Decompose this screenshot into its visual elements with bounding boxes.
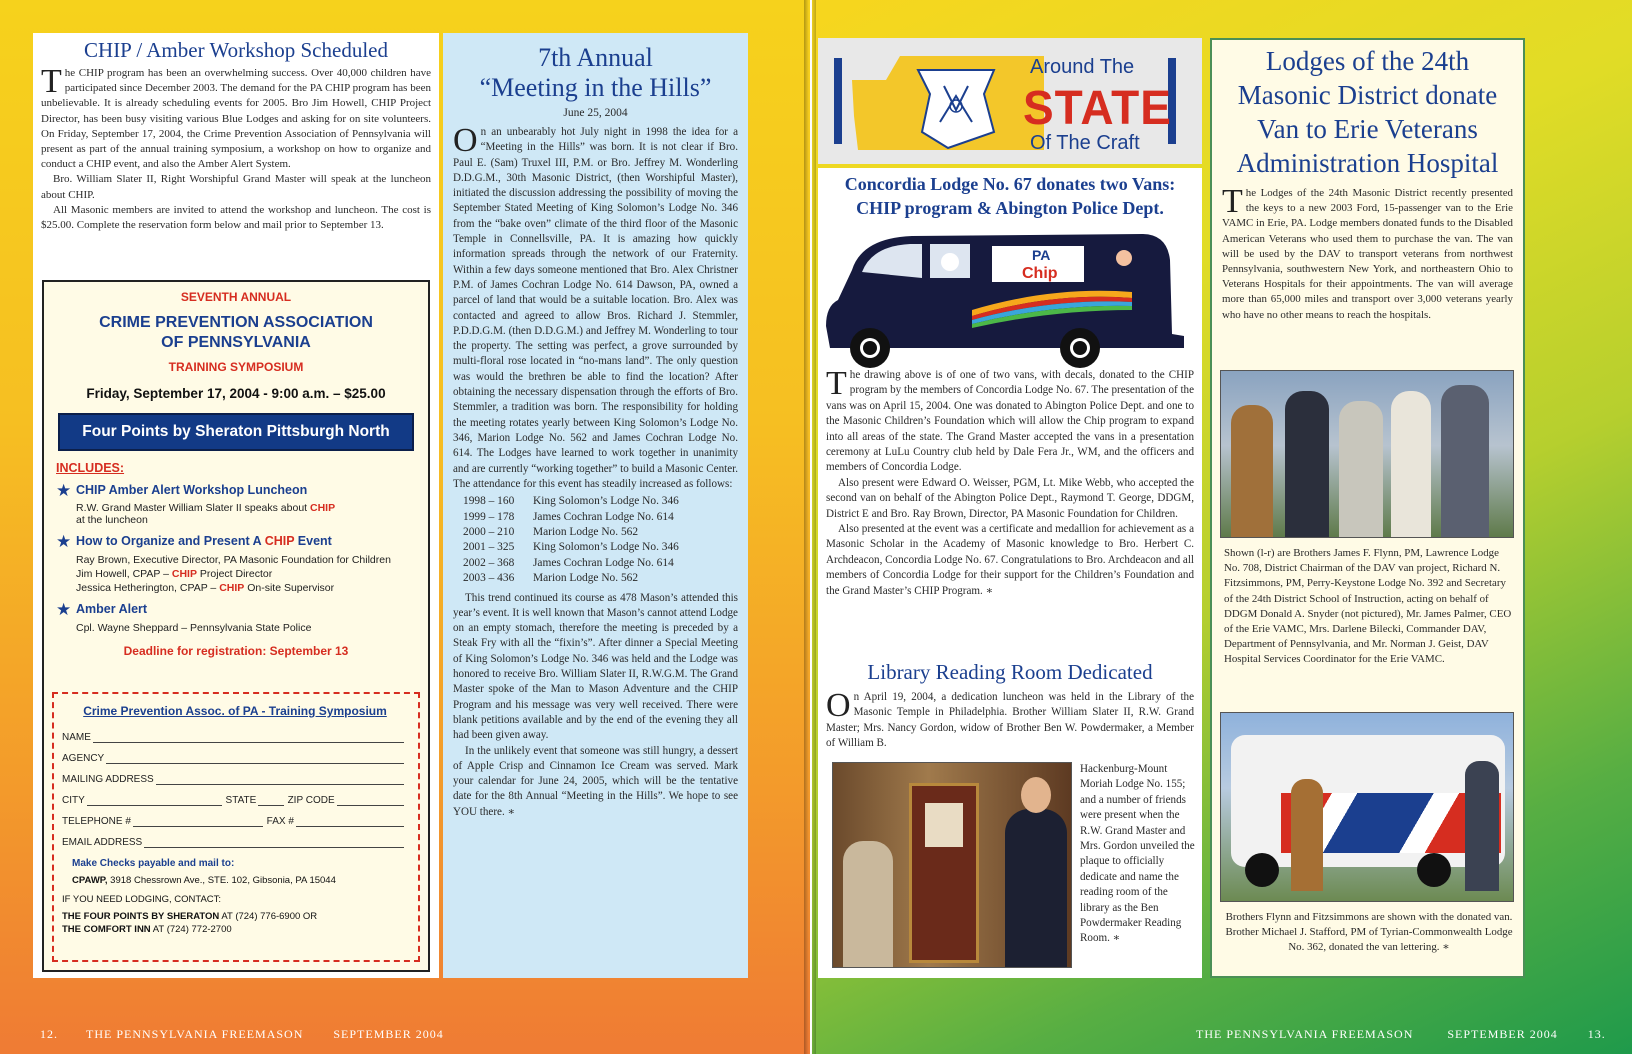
agency-field[interactable] [62,753,408,764]
hills-paragraph-1: n an unbearably hot July night in 1998 the idea for a “Meeting in the Hills” was born. It is not clear if Bro. Paul E. (Sam) Truxel III, P.M. or Bro. Jeffrey M. Wonderling D.D.G.M., 30th Masonic District, (then Worshipful Master), initiated the discussion addressing the possibility of moving the September Stated Meeting of King Solomon’s Lodge No. 346 from the “bake oven” climate of the third floor of the Masonic Temple in Connellsville, PA. It is amazing how quickly information spreads through the network of our Fraternity. Within a few days someone mentioned that Bro. Alex Christner P.M. of James Cochran Lodge No. 614 Dawson, PA, owned a parcel of land that would be a suitable location. Bro. Alex was contacted and agreed to allow Bros. Richard J. Stemmler, P.D.D.G.M. (then D.D.G.M.) and Jeffrey M. Wonderling to tour the property. The setting was perfect, a grove surrounded by multi-floral rose located in “no-mans land”. The only question was would the brethren be able to find the location? After obtaining the necessary dispensation through the efforts of Bro. Stemmler, a tradition was born. The responsibility for holding the meeting rotates yearly between King Solomon’s Lodge No. 346, Marion Lodge No. 562 and James Cochran Lodge No. 614. The Lodges have learned to work together in unanimity and are currently “working together” to build a Masonic Center. The attendance for this event has steadily increased as follows: [453,126,738,490]
includes-label: INCLUDES: [56,461,125,475]
include-item-1 [56,483,416,526]
attendance-row: 2002 – 368 James Cochran Lodge No. 614 [463,556,674,569]
event-date-line: Friday, September 17, 2004 - 9:00 a.m. – $25.00 [86,386,386,401]
email-label: EMAIL ADDRESS [62,837,143,848]
chip-paragraph-2: Bro. William Slater II, Right Worshipful Grand Master will speak at the luncheon about CHIP. [41,173,431,201]
hotel-1-phone: AT (724) 776-6900 OR [219,911,318,922]
dropcap: O [453,122,478,159]
state-label: STATE [225,795,257,806]
right-footer [1196,1027,1606,1042]
van-logo-pa: PA [1032,247,1051,263]
attendance-table [463,494,738,586]
include-item-1-line-c: at the luncheon [76,514,148,526]
banner-craft: Of The Craft [1030,132,1140,154]
erie-article [1210,38,1525,978]
attendance-row: 2003 – 436 Marion Lodge No. 562 [463,572,639,585]
vans-headline-line-1: Concordia Lodge No. 67 donates two Vans: [844,174,1176,194]
registration-deadline: Deadline for registration: September 13 [123,644,349,658]
page-number: 12. [40,1027,58,1041]
vans-headline-line-2: CHIP program & Abington Police Dept. [856,198,1164,218]
vans-article [818,168,1202,978]
org-name-line-1: CRIME PREVENTION ASSOCIATION [99,314,373,331]
issue-date: SEPTEMBER 2004 [1447,1027,1558,1041]
agency-label: AGENCY [62,753,105,764]
publication-name: THE PENNSYLVANIA FREEMASON [1196,1027,1414,1041]
include-item-3-title: Amber Alert [76,602,148,616]
lodging-contact: IF YOU NEED LODGING, CONTACT: [62,894,222,905]
hills-paragraph-3: In the unlikely event that someone was still hungry, a dessert of Apple Crisp and Cinnamon Ice Cream was served. Mark your calendar for June 24, 2005, which will be the tentative date for the 8th Annual “Meeting in the Hills”. We hope to see YOU there. ∗ [453,744,738,818]
include-item-2-line-2-chip: CHIP [171,568,197,580]
issue-date: SEPTEMBER 2004 [333,1027,444,1041]
checks-payable: Make Checks payable and mail to: [72,858,235,869]
city-label: CITY [62,795,85,806]
city-state-zip-field[interactable] [62,795,408,806]
attendance-row: 2000 – 210 Marion Lodge No. 562 [463,525,639,538]
hills-headline-line-1: 7th Annual [538,43,653,72]
telephone-label: TELEPHONE # [62,816,131,827]
vans-paragraph-1: he drawing above is of one of two vans, with decals, donated to the CHIP program by the members of Concordia Lodge No. 67. The presentation of the vans was on April 15, 2004. One was donated to Abington Police Dept. and one to the Masonic Children’s Foundation which will allow the Chip program to expand into all areas of the state. The Grand Master accepted the vans in a presentation ceremony at LuLu Country club held by Dale Fera Jr., WM, and the officers and members of Concordia Lodge. [826,369,1195,474]
cpawp-address: 3918 Chessrown Ave., STE. 102, Gibsonia, PA 15044 [107,875,336,886]
chip-article-headline: CHIP / Amber Workshop Scheduled [84,38,388,62]
chip-paragraph-1: he CHIP program has been an overwhelming success. Over 40,000 children have participated since December 2003. The demand for the PA CHIP program has been unbelievable. It is already scheduling events for 2005. Bro Jim Howell, CHIP Project Director, has been busy visiting various Blue Lodges and asking for on site volunteers. On Friday, September 17, 2004, the Crime Prevention Association of Pennsylvania will present as part of the annual training symposium, a workshop on how to organize and conduct a CHIP event, and also the Amber Alert System. [41,67,431,171]
chip-paragraph-3: All Masonic members are invited to attend the workshop and luncheon. The cost is $25.00. Complete the reservation form below and mail prior to September 13. [41,203,431,232]
include-item-2-title-a: How to Organize and Present A [76,534,265,548]
dropcap: T [826,365,847,402]
page-gutter [804,0,816,1054]
erie-keys-presentation-photo [1220,370,1514,538]
include-item-3-line-1: Cpl. Wayne Sheppard – Pennsylvania State Police [76,622,312,634]
mailing-address-field[interactable] [62,774,408,785]
vans-paragraph-2: Also present were Edward O. Weisser, PGM, Lt. Mike Webb, who accepted the second van on behalf of the Abington Police Dept., Raymond T. George, DDGM, District E and Bro. Ray Brown, Director, PA Masonic Foundation for Children. [826,476,1194,520]
erie-headline: Lodges of the 24th Masonic District donate Van to Erie Veterans Administration Hospital [1236,46,1499,178]
vans-body [826,365,1195,599]
include-item-2-line-3c: On-site Supervisor [244,582,335,594]
include-item-2-line-3a: Jessica Hetherington, CPAP – [76,582,220,594]
include-item-2-line-2c: Project Director [196,568,273,580]
star-icon: ★ [56,600,72,619]
hotel-2-phone: AT (724) 772-2700 [150,924,232,935]
erie-photo-2-caption: Brothers Flynn and Fitzsimmons are shown with the donated van. Brother Michael J. Stafford, PM of Tyrian-Commonwealth Lodge No. 362, donated the van lettering. ∗ [1225,911,1513,954]
attendance-row: 2001 – 325 King Solomon’s Lodge No. 346 [463,541,679,554]
include-item-1-chip: CHIP [310,502,336,514]
library-headline: Library Reading Room Dedicated [867,660,1153,684]
training-symposium: TRAINING SYMPOSIUM [168,360,304,374]
chip-van-drawing [822,230,1192,370]
hills-body [453,122,738,820]
erie-photo-1-caption: Shown (l-r) are Brothers James F. Flynn, PM, Lawrence Lodge No. 708, District Chairman of the DAV van project, Richard N. Fitzsimmons, PM, Perry-Keystone Lodge No. 392 and Secretary of the 24th District School of Instruction, acting on behalf of DDGM Donald A. Snyder (not pictured), Mr. James Palmer, CEO of the Erie VAMC, Mrs. Darlene Bilecki, Commander DAV, Department of Pennsylvania, and Mr. Norman J. Geist, DAV Hospital Services Coordinator for the Erie VAMC. [1224,547,1512,666]
fax-label: FAX # [266,816,294,827]
hotel-1-name: THE FOUR POINTS BY SHERATON [62,911,220,922]
include-item-2-line-3-chip: CHIP [219,582,245,594]
library-dedication-photo [832,762,1072,968]
publication-name: THE PENNSYLVANIA FREEMASON [86,1027,304,1041]
dropcap: T [41,63,62,100]
star-icon: ★ [56,532,72,551]
include-item-2 [56,534,416,594]
include-item-2-line-1: Ray Brown, Executive Director, PA Masonic Foundation for Children [76,554,391,566]
chip-article-body [41,63,431,233]
star-icon: ★ [56,481,72,500]
include-item-1-line-a: R.W. Grand Master William Slater II speaks about [76,502,310,514]
erie-paragraph-1: he Lodges of the 24th Masonic District recently presented the keys to a new 2003 Ford, 15-passenger van to the Erie VAMC in Erie, PA. Lodge members donated funds to the Disabled American Veterans who used them to purchase the van. The van will be used by the DAV to transport veterans from northwest Pennsylvania, southwestern New York, and northeastern Ohio to Veterans Hospitals for their appointments. The van will average more than 65,000 miles and transport over 3,000 veterans yearly who have no other means to reach the hospitals. [1222,187,1513,321]
name-field[interactable] [62,732,408,743]
seventh-annual: SEVENTH ANNUAL [180,290,292,304]
include-item-1-title: CHIP Amber Alert Workshop Luncheon [76,483,308,497]
attendance-row: 1998 – 160 King Solomon’s Lodge No. 346 [463,495,679,508]
hotel-2-name: THE COMFORT INN [62,924,151,935]
banner-around: Around The [1030,56,1135,78]
phone-fax-field[interactable] [62,816,408,827]
include-item-2-line-2a: Jim Howell, CPAP – [76,568,172,580]
left-footer [40,1027,444,1042]
email-field[interactable] [62,837,408,848]
van-logo-chip: Chip [1022,265,1058,282]
form-title: Crime Prevention Assoc. of PA - Training Symposium [83,704,387,718]
hills-article [443,33,748,978]
symposium-flyer [42,280,430,972]
cpawp-name: CPAWP, [72,875,108,886]
hills-paragraph-2: This trend continued its course as 478 Mason’s attended this year’s event. It is well known that Mason’s cannot attend Lodge on an empty stomach, therefore the meeting is preceded by a Steak Fry with all the “fixin’s”. After dinner a Special Meeting of King Solomon’s Lodge No. 346 was held and the Lodge was honored to receive Bro. William Slater II, R.W.G.M. The Grand Master spoke of the Man to Mason Adventure and the CHIP Program and his message was very well received. There were blank petitions available and by the end of the evening they all had been given away. [453,591,738,742]
library-body-continued: Hackenburg-Mount Moriah Lodge No. 155; and a number of friends were present when the R.W. Grand Master and Mrs. Gordon unveiled the plaque to officially dedicate and name the reading room of the library as the Ben Powdermaker Reading Room. ∗ [1080,763,1195,945]
include-item-2-title-c: Event [294,534,332,548]
registration-form [52,692,420,962]
name-label: NAME [62,732,91,743]
mailing-address-label: MAILING ADDRESS [62,774,154,785]
zip-label: ZIP CODE [287,795,335,806]
hills-headline-line-2: “Meeting in the Hills” [479,73,712,102]
dropcap: O [826,687,851,724]
include-item-2-title-chip: CHIP [264,534,295,548]
org-name-line-2: OF PENNSYLVANIA [161,334,311,351]
attendance-row: 1999 – 178 James Cochran Lodge No. 614 [463,510,674,523]
venue-banner: Four Points by Sheraton Pittsburgh North [58,413,414,451]
banner-state: STATE [1023,79,1172,135]
include-item-3 [56,602,416,634]
erie-van-photo [1220,712,1514,902]
dropcap: T [1222,183,1243,220]
around-the-state-banner [818,38,1202,164]
vans-paragraph-3: Also presented at the event was a certificate and medallion for achievement as a Masonic Scholar in the Academy of Masonic knowledge to Bro. Herbert C. Archdeacon, Concordia Lodge No. 67. Congratulations to Bro. Archdeacon and all members of Concordia Lodge for their support for the Children’s Foundation and the Grand Master’s CHIP Program. ∗ [826,523,1194,597]
library-paragraph-1: n April 19, 2004, a dedication luncheon was held in the Library of the Masonic Temple in Philadelphia. Brother William Slater II, R.W. Grand Master; Mrs. Nancy Gordon, widow of Brother Ben W. Powdermaker, a Member of William B. [826,691,1194,750]
library-body [826,687,1194,752]
erie-body [1212,180,1523,323]
hills-date: June 25, 2004 [563,107,628,119]
page-number: 13. [1587,1027,1606,1041]
